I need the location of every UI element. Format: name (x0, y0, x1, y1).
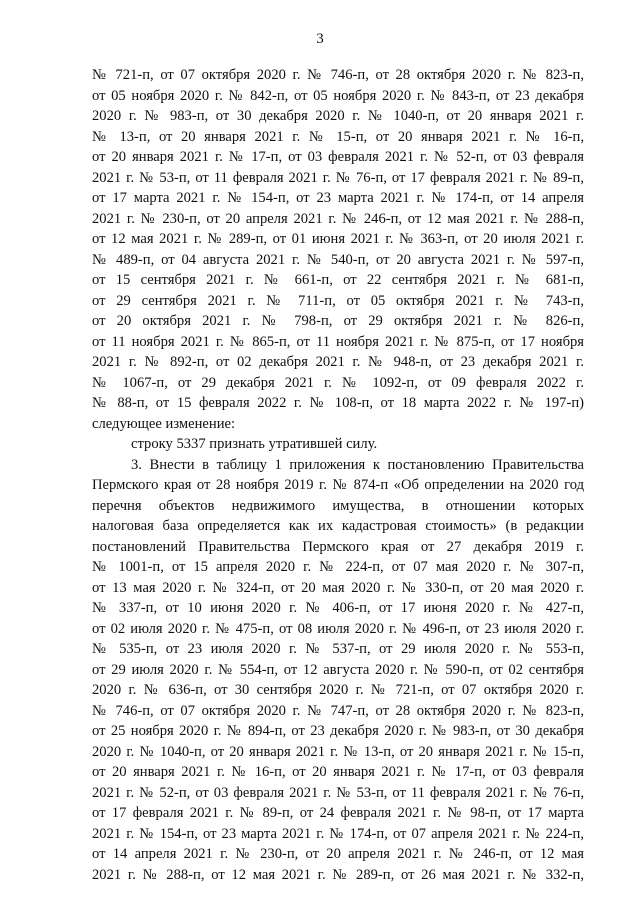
paragraph-start: 3. Внести в таблицу 1 приложения к постановлению Правительства (131, 456, 584, 473)
text-line: № 88-п, от 15 февраля 2022 г. № 108-п, от 18 марта 2022 г. № 197-п) (92, 395, 584, 411)
text-line: от 13 мая 2020 г. № 324-п, от 20 мая 2020 г. № 330-п, от 20 мая 2020 г. (92, 579, 584, 596)
text-line: № 1001-п, от 15 апреля 2020 г. № 224-п, от 07 мая 2020 г. № 307-п, (92, 559, 584, 575)
text-line: 2020 г. № 983-п, от 30 декабря 2020 г. № 1040-п, от 20 января 2021 г. (92, 108, 584, 124)
text-line: 2021 г. № 892-п, от 02 декабря 2021 г. № 948-п, от 23 декабря 2021 г. (92, 354, 584, 370)
text-line: № 13-п, от 20 января 2021 г. № 15-п, от 20 января 2021 г. № 16-п, (92, 128, 584, 145)
text-line: от 20 октября 2021 г. № 798-п, от 29 октября 2021 г. № 826-п, (92, 313, 584, 329)
text-line: от 25 ноября 2020 г. № 894-п, от 23 декабря 2020 г. № 983-п, от 30 декабря (92, 723, 584, 739)
text-line: 2020 г. № 636-п, от 30 сентября 2020 г. № 721-п, от 07 октября 2020 г. (92, 682, 584, 698)
text-line: 2021 г. № 230-п, от 20 апреля 2021 г. № 246-п, от 12 мая 2021 г. № 288-п, (92, 210, 584, 227)
text-line: от 12 мая 2021 г. № 289-п, от 01 июня 2021 г. № 363-п, от 20 июля 2021 г. (92, 231, 584, 247)
text-line: № 1067-п, от 29 декабря 2021 г. № 1092-п, от 09 февраля 2022 г. (92, 374, 584, 391)
text-line: налоговая база определяется как их кадастровая стоимость» (в редакции (92, 518, 584, 534)
text-line: 2021 г. № 52-п, от 03 февраля 2021 г. № 53-п, от 11 февраля 2021 г. № 76-п, (92, 784, 584, 801)
text-line: от 15 сентября 2021 г. № 661-п, от 22 сентября 2021 г. № 681-п, (92, 272, 584, 288)
text-line: от 14 апреля 2021 г. № 230-п, от 20 апреля 2021 г. № 246-п, от 12 мая (92, 846, 584, 862)
text-line: от 20 января 2021 г. № 16-п, от 20 января 2021 г. № 17-п, от 03 февраля (92, 764, 584, 780)
text-line: 2021 г. № 154-п, от 23 марта 2021 г. № 174-п, от 07 апреля 2021 г. № 224-п, (92, 825, 584, 842)
text-line: от 11 ноября 2021 г. № 865-п, от 11 ноября 2021 г. № 875-п, от 17 ноября (92, 333, 584, 350)
text-line: от 05 ноября 2020 г. № 842-п, от 05 ноября 2020 г. № 843-п, от 23 декабря (92, 87, 584, 104)
text-line: от 29 сентября 2021 г. № 711-п, от 05 октября 2021 г. № 743-п, (92, 292, 584, 309)
page-number: 3 (316, 31, 324, 47)
text-line: № 746-п, от 07 октября 2020 г. № 747-п, от 28 октября 2020 г. № 823-п, (92, 702, 584, 719)
text-line: от 02 июля 2020 г. № 475-п, от 08 июля 2020 г. № 496-п, от 23 июля 2020 г. (92, 620, 584, 637)
text-line: от 20 января 2021 г. № 17-п, от 03 февраля 2021 г. № 52-п, от 03 февраля (92, 149, 584, 165)
text-line: строку 5337 признать утратившей силу. (131, 436, 378, 452)
text-line: следующее изменение: (92, 415, 236, 432)
text-line: перечня объектов недвижимого имущества, в отношении которых (92, 497, 584, 514)
document-body (92, 65, 584, 885)
text-line: 2021 г. № 53-п, от 11 февраля 2021 г. № 76-п, от 17 февраля 2021 г. № 89-п, (92, 169, 584, 186)
text-line: 2020 г. № 1040-п, от 20 января 2021 г. № 13-п, от 20 января 2021 г. № 15-п, (92, 743, 584, 760)
text-line: постановлений Правительства Пермского края от 27 декабря 2019 г. (92, 538, 584, 555)
text-line: № 721-п, от 07 октября 2020 г. № 746-п, от 28 октября 2020 г. № 823-п, (92, 67, 584, 83)
text-line: 2021 г. № 288-п, от 12 мая 2021 г. № 289-п, от 26 мая 2021 г. № 332-п, (92, 866, 584, 883)
text-line: № 489-п, от 04 августа 2021 г. № 540-п, от 20 августа 2021 г. № 597-п, (92, 251, 584, 268)
text-line: от 17 марта 2021 г. № 154-п, от 23 марта 2021 г. № 174-п, от 14 апреля (92, 190, 584, 206)
text-line: № 337-п, от 10 июня 2020 г. № 406-п, от 17 июня 2020 г. № 427-п, (92, 600, 584, 616)
text-line: от 29 июля 2020 г. № 554-п, от 12 августа 2020 г. № 590-п, от 02 сентября (92, 661, 584, 678)
text-line: № 535-п, от 23 июля 2020 г. № 537-п, от 29 июля 2020 г. № 553-п, (92, 641, 584, 657)
text-line: от 17 февраля 2021 г. № 89-п, от 24 февраля 2021 г. № 98-п, от 17 марта (92, 805, 584, 821)
text-line: Пермского края от 28 ноября 2019 г. № 874-п «Об определении на 2020 год (92, 477, 584, 493)
